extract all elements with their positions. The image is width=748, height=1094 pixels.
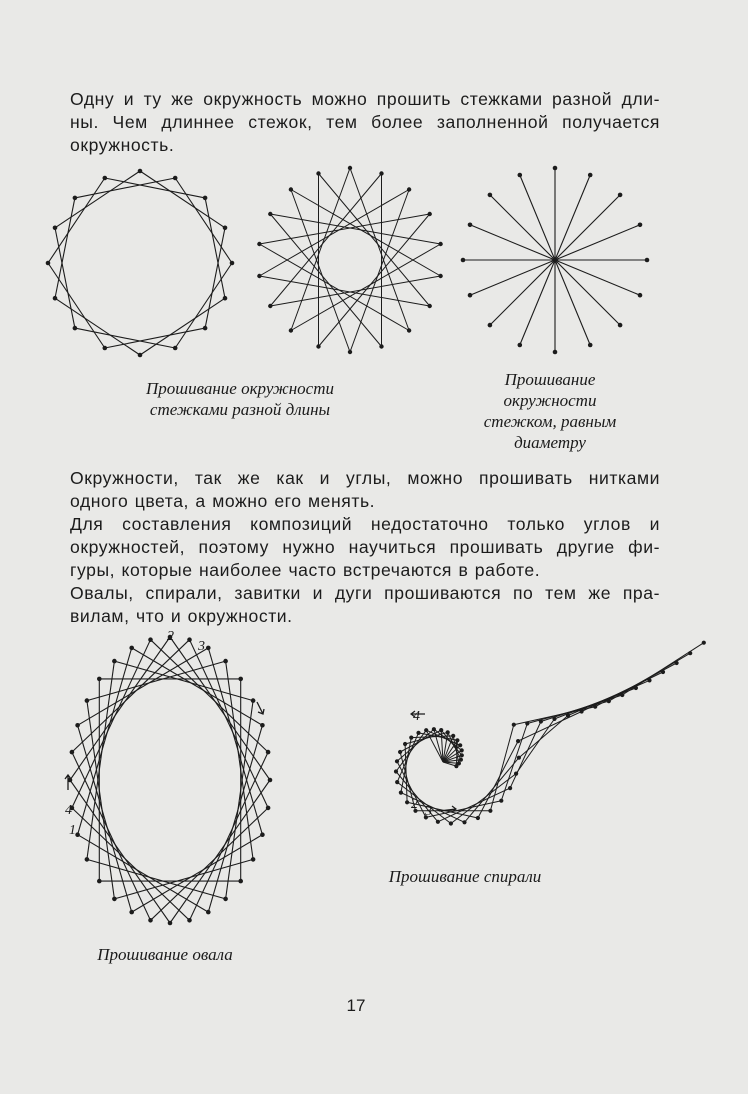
stitch-point [257, 274, 261, 278]
stitch-point [438, 242, 442, 246]
stitch-point [553, 350, 558, 355]
stitch-point [316, 171, 320, 175]
stitch-point [618, 193, 623, 198]
stitch-point [268, 212, 272, 216]
stitch-line [259, 244, 409, 331]
stitch-point [514, 772, 518, 776]
stitch-point [449, 821, 453, 825]
stitch-line [140, 171, 225, 228]
label-3: 3 [425, 804, 432, 819]
circle-diameter-stitch-figure [455, 160, 655, 360]
text-line: вилам, что и окружности. [70, 606, 293, 626]
paragraph-ovals [70, 582, 660, 628]
stitch-pattern [461, 166, 650, 355]
stitch-line [208, 648, 262, 835]
stitch-line [501, 724, 527, 801]
label-1: 1 [69, 823, 76, 838]
stitch-point [129, 646, 134, 651]
stitch-point [428, 212, 432, 216]
stitch-line [78, 648, 209, 725]
stitch-point [395, 759, 399, 763]
stitch-line [190, 752, 269, 920]
stitch-point [407, 187, 411, 191]
label-3: 3 [198, 639, 205, 654]
stitch-point [238, 879, 243, 884]
stitch-point [148, 918, 153, 923]
stitch-point [266, 806, 271, 811]
text-line: гуры, которые наиболее часто встречаются в работе. [70, 560, 541, 580]
stitch-line [48, 178, 105, 263]
stitch-point [499, 799, 503, 803]
stitch-point [223, 659, 228, 664]
stitch-line [291, 190, 441, 277]
stitch-point [223, 296, 228, 301]
stitch-line [70, 780, 170, 923]
stitch-line [170, 637, 270, 780]
paragraph-compositions [70, 513, 660, 582]
stitch-point [517, 756, 521, 760]
stitch-point [399, 791, 403, 795]
stitch-point [462, 820, 466, 824]
text-line: Окружности, так же как и углы, можно прошивать нитками [70, 468, 660, 488]
stitch-point [457, 761, 461, 765]
stitch-point [268, 304, 272, 308]
stitch-point [230, 261, 235, 266]
caption-line: диаметру [514, 433, 586, 452]
label-2: 2 [167, 629, 174, 644]
stitch-point [395, 780, 399, 784]
stitch-point [379, 171, 383, 175]
stitch-point [173, 346, 178, 351]
text-line: ны. Чем длиннее стежок, тем более заполненной получается [70, 112, 660, 132]
stitch-point [647, 678, 651, 682]
text-line: Для составления композиций недостаточно только углов и [70, 514, 660, 534]
arrow-down-icon [257, 702, 264, 714]
stitch-pattern [46, 169, 235, 358]
stitch-point [53, 296, 58, 301]
stitch-line [48, 263, 105, 348]
stitch-point [468, 293, 473, 298]
caption-line: Прошивание овала [97, 945, 233, 964]
stitch-point [251, 698, 256, 703]
stitch-line [114, 661, 253, 701]
stitch-point [316, 344, 320, 348]
stitch-point [416, 731, 420, 735]
stitch-point [702, 641, 706, 645]
caption-spiral [355, 866, 575, 887]
stitch-point [512, 723, 516, 727]
stitch-point [206, 910, 211, 915]
stitch-point [138, 353, 143, 358]
stitch-line [190, 640, 269, 808]
stitch-line [451, 774, 516, 824]
stitch-point [103, 346, 108, 351]
stitch-line [132, 648, 263, 725]
stitch-point [553, 166, 558, 171]
stitch-point [446, 730, 450, 734]
stitch-line [72, 640, 190, 752]
stitch-point [508, 786, 512, 790]
stitch-point [428, 304, 432, 308]
stitch-point [268, 778, 273, 783]
stitch-pattern [257, 166, 443, 354]
stitch-point [593, 705, 597, 709]
stitch-point [379, 344, 383, 348]
label-4: 4 [413, 709, 420, 724]
stitch-point [634, 686, 638, 690]
stitch-point [580, 709, 584, 713]
stitch-point [432, 727, 436, 731]
stitch-line [55, 298, 140, 355]
stitch-point [53, 226, 58, 231]
stitch-line [259, 190, 409, 277]
stitch-line [55, 171, 140, 228]
stitch-point [203, 196, 208, 201]
stitch-point [407, 328, 411, 332]
caption-line: стежками разной длины [149, 400, 331, 419]
circle-long-stitch-figure [250, 160, 450, 360]
stitch-point [103, 176, 108, 181]
stitch-point [206, 646, 211, 651]
label-2: 2 [411, 797, 418, 812]
stitch-line [151, 640, 269, 752]
stitch-point [73, 326, 78, 331]
stitch-point [73, 196, 78, 201]
circle-short-stitch-figure [40, 163, 240, 363]
stitch-point [75, 723, 80, 728]
stitch-line [87, 661, 226, 701]
stitch-point [468, 223, 473, 228]
stitch-point [394, 769, 398, 773]
stitch-point [289, 328, 293, 332]
stitch-point [112, 897, 117, 902]
label-1: 1 [453, 737, 460, 752]
stitch-point [46, 261, 51, 266]
stitch-point [251, 857, 256, 862]
stitch-point [70, 750, 75, 755]
stitch-point [661, 670, 665, 674]
stitch-line [132, 835, 263, 912]
stitch-point [266, 750, 271, 755]
stitch-point [260, 723, 265, 728]
paragraph-intro [70, 88, 660, 157]
stitch-point [112, 659, 117, 664]
spiral-stitch-figure [355, 670, 655, 850]
stitch-line [170, 780, 270, 923]
stitch-point [518, 343, 523, 348]
stitch-point [403, 742, 407, 746]
stitch-pattern [68, 635, 273, 926]
stitch-line [78, 725, 132, 912]
stitch-line [270, 214, 440, 244]
stitch-point [516, 739, 520, 743]
stitch-line [70, 637, 170, 780]
stitch-line [72, 752, 151, 920]
caption-line: окружности [503, 391, 597, 410]
stitch-point [518, 173, 523, 178]
stitch-point [85, 857, 90, 862]
caption-line: Прошивание [504, 370, 596, 389]
stitch-point [438, 274, 442, 278]
stitch-line [478, 741, 518, 818]
stitch-point [138, 169, 143, 174]
caption-oval [60, 944, 270, 965]
stitch-line [510, 722, 541, 789]
stitch-point [203, 326, 208, 331]
stitch-point [187, 637, 192, 642]
stitch-line [78, 835, 209, 912]
caption-circles-different [100, 378, 380, 420]
stitch-point [168, 921, 173, 926]
stitch-point [460, 753, 464, 757]
caption-line: стежком, равным [483, 412, 617, 431]
stitch-point [238, 677, 243, 682]
stitch-point [257, 242, 261, 246]
stitch-point [129, 910, 134, 915]
stitch-line [72, 808, 190, 920]
stitch-line [175, 263, 232, 348]
stitch-line [87, 701, 115, 899]
stitch-point [405, 800, 409, 804]
stitch-point [348, 166, 352, 170]
stitch-point [459, 758, 463, 762]
caption-line: Прошивание окружности [145, 379, 335, 398]
stitch-point [223, 897, 228, 902]
stitch-line [226, 661, 254, 859]
stitch-point [638, 293, 643, 298]
arrow-up-icon [65, 775, 71, 790]
stitch-point [187, 918, 192, 923]
text-line: Овалы, спирали, завитки и дуги прошиваются по тем же пра- [70, 583, 660, 603]
paragraph-colors [70, 467, 660, 513]
text-line: окружностей, поэтому нужно научиться прошивать другие фи- [70, 537, 660, 557]
stitch-point [488, 809, 492, 813]
stitch-point [439, 728, 443, 732]
caption-line: Прошивание спирали [388, 867, 542, 886]
stitch-point [85, 698, 90, 703]
stitch-line [175, 178, 232, 263]
stitch-point [488, 193, 493, 198]
text-line: Одну и ту же окружность можно прошить стежками разной дли- [70, 89, 660, 109]
stitch-point [645, 258, 650, 263]
stitch-point [436, 820, 440, 824]
stitch-point [588, 343, 593, 348]
text-line: одного цвета, а можно его менять. [70, 491, 376, 511]
stitch-point [638, 223, 643, 228]
stitch-line [78, 648, 132, 835]
stitch-point [460, 748, 464, 752]
stitch-point [173, 176, 178, 181]
stitch-point [566, 713, 570, 717]
stitch-line [72, 640, 151, 808]
page-number: 17 [346, 996, 366, 1015]
stitch-line [270, 276, 440, 306]
stitch-point [552, 717, 556, 721]
stitch-line [114, 859, 253, 899]
stitch-point [525, 721, 529, 725]
stitch-pattern [394, 641, 706, 826]
stitch-line [87, 859, 226, 899]
stitch-line [426, 730, 443, 762]
stitch-point [409, 736, 413, 740]
stitch-line [259, 276, 429, 306]
stitch-line [151, 808, 269, 920]
stitch-point [97, 677, 102, 682]
stitch-point [424, 728, 428, 732]
oval-stitch-figure [55, 630, 285, 930]
stitch-line [140, 298, 225, 355]
stitch-line [208, 725, 262, 912]
stitch-line [518, 712, 582, 742]
text-line: окружность. [70, 135, 175, 155]
stitch-point [488, 323, 493, 328]
stitch-point [588, 173, 593, 178]
stitch-point [539, 719, 543, 723]
stitch-line [226, 701, 254, 899]
stitch-point [620, 693, 624, 697]
stitch-point [289, 187, 293, 191]
label-4: 4 [65, 803, 72, 818]
stitch-point [97, 879, 102, 884]
stitch-point [476, 816, 480, 820]
stitch-point [398, 750, 402, 754]
stitch-point [618, 323, 623, 328]
stitch-point [223, 226, 228, 231]
stitch-point [260, 832, 265, 837]
stitch-line [291, 244, 441, 331]
stitch-point [148, 637, 153, 642]
stitch-point [688, 651, 692, 655]
stitch-line [259, 214, 429, 244]
stitch-point [607, 699, 611, 703]
stitch-point [461, 258, 466, 263]
stitch-point [348, 350, 352, 354]
stitch-point [675, 661, 679, 665]
stitch-line [87, 661, 115, 859]
caption-circle-diameter [470, 369, 630, 453]
